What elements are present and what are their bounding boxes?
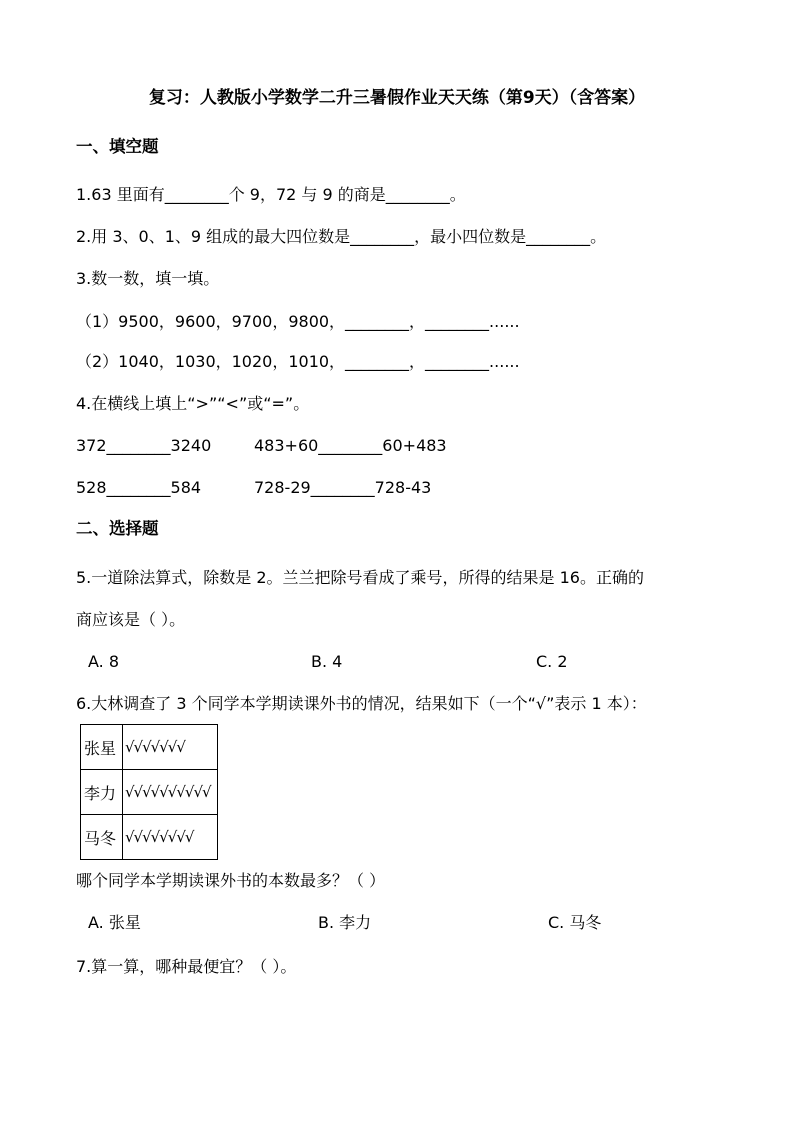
section-multiple-choice: 二、选择题 <box>76 519 159 538</box>
choice-option: C. 2 <box>536 652 568 671</box>
section-fill-in-blank: 一、填空题 <box>76 137 159 156</box>
compare-item: 528________584 <box>76 478 202 497</box>
question-3-part-2: （2）1040，1030，1020，1010，________，________...... <box>76 352 520 371</box>
choice-option: C. 马冬 <box>548 913 602 932</box>
question-3-part-1: （1）9500，9600，9700，9800，________，________...... <box>76 312 520 331</box>
question-6-prompt: 哪个同学本学期读课外书的本数最多？（ ） <box>76 871 386 890</box>
question-7: 7.算一算，哪种最便宜？（ ）。 <box>76 957 297 976</box>
choice-option: B. 李力 <box>318 913 372 932</box>
question-2: 2.用 3、0、1、9 组成的最大四位数是________，最小四位数是________。 <box>76 227 607 246</box>
question-5-line-2: 商应该是（ ）。 <box>76 610 186 629</box>
question-1: 1.63 里面有________个 9，72 与 9 的商是________。 <box>76 185 466 204</box>
page-title: 复习：人教版小学数学二升三暑假作业天天练（第9天）（含答案） <box>148 88 646 108</box>
tally-marks: √√√√√√√√ <box>123 815 218 860</box>
student-name: 马冬 <box>81 815 123 860</box>
student-name: 张星 <box>81 725 123 770</box>
reading-tally-table <box>80 724 218 860</box>
question-5-line-1: 5.一道除法算式，除数是 2。兰兰把除号看成了乘号，所得的结果是 16。正确的 <box>76 568 644 587</box>
question-4: 4.在横线上填上“>”“<”或“=”。 <box>76 394 310 413</box>
question-3: 3.数一数，填一填。 <box>76 269 220 288</box>
table-row <box>81 725 218 770</box>
table-row <box>81 815 218 860</box>
compare-item: 372________3240 <box>76 436 212 455</box>
table-row <box>81 770 218 815</box>
choice-option: A. 8 <box>88 652 120 671</box>
question-6: 6.大林调查了 3 个同学本学期读课外书的情况，结果如下（一个“√”表示 1 本）： <box>76 694 647 713</box>
compare-item: 728-29________728-43 <box>254 478 432 497</box>
choice-option: A. 张星 <box>88 913 141 932</box>
tally-marks: √√√√√√√√√√ <box>123 770 218 815</box>
student-name: 李力 <box>81 770 123 815</box>
choice-option: B. 4 <box>311 652 343 671</box>
compare-item: 483+60________60+483 <box>254 436 447 455</box>
tally-marks: √√√√√√√ <box>123 725 218 770</box>
